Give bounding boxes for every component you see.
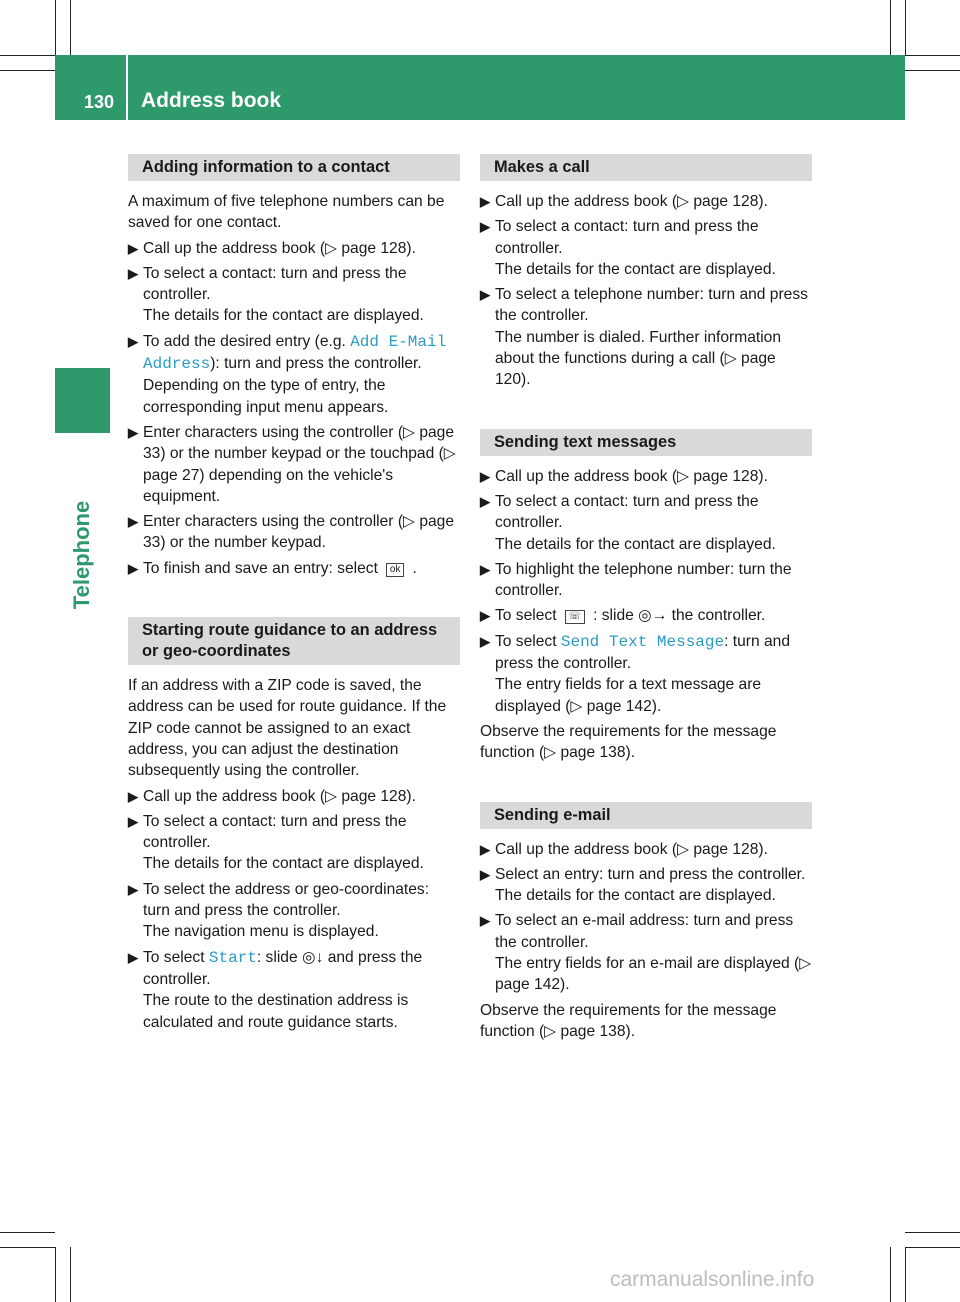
- step-text: To highlight the telephone number: turn the controller.: [495, 560, 792, 600]
- step-text: To add the desired entry (e.g.: [143, 332, 351, 350]
- section-heading: Sending text messages: [480, 429, 812, 456]
- step-result: The navigation menu is displayed.: [143, 923, 379, 941]
- paragraph: A maximum of five telephone numbers can be saved for one contact.: [128, 193, 445, 232]
- step-text: To select a contact: turn and press the controller.: [143, 264, 407, 304]
- step-result: The details for the contact are displayed.: [143, 307, 424, 325]
- section-heading: Makes a call: [480, 154, 812, 181]
- crop-mark: [55, 1247, 56, 1302]
- step-text: To select a contact: turn and press the controller.: [143, 812, 407, 852]
- list-item: [480, 605, 812, 626]
- list-item: [480, 910, 812, 995]
- step-text: ): turn and press the controller.: [210, 355, 422, 373]
- step-text: To select: [143, 948, 209, 966]
- list-item: [128, 263, 460, 327]
- step-text: Enter characters using the controller (▷ page 33) or the number keypad.: [143, 513, 455, 552]
- step-text: Call up the address book (▷ page 128).: [143, 787, 416, 805]
- list-item: [480, 864, 812, 907]
- step-text: Call up the address book (▷ page 128).: [143, 239, 416, 257]
- step-result: The details for the contact are displayed.: [143, 855, 424, 873]
- bullet-arrow-icon: ▶: [480, 866, 490, 882]
- bullet-arrow-icon: ▶: [128, 813, 138, 829]
- list-item: [128, 238, 460, 259]
- step-text: Call up the address book (▷ page 128).: [495, 840, 768, 858]
- bullet-arrow-icon: ▶: [480, 219, 490, 235]
- list-item: [480, 559, 812, 602]
- step-text: Select an entry: turn and press the controller.: [495, 865, 806, 883]
- crop-mark: [0, 1247, 55, 1248]
- list-item: [128, 331, 460, 418]
- watermark: carmanualsonline.info: [610, 1268, 815, 1291]
- bullet-arrow-icon: ▶: [128, 560, 138, 576]
- list-item: [128, 879, 460, 943]
- menu-item-code: Start: [208, 948, 257, 967]
- step-result: The details for the contact are displayed.: [495, 887, 776, 905]
- list-item: [480, 216, 812, 280]
- bullet-arrow-icon: ▶: [128, 949, 138, 965]
- list-item: [128, 422, 460, 507]
- crop-mark: [0, 1232, 55, 1233]
- step-text: : slide ◎→ the controller.: [593, 607, 766, 625]
- menu-item-code: Send Text Message: [560, 632, 725, 651]
- step-text: To finish and save an entry: select: [143, 559, 378, 577]
- paragraph: If an address with a ZIP code is saved, the address can be used for route guidance. If the ZIP code cannot be assigned to an exact address, you can adjust the destination subsequently using the controller.: [128, 677, 447, 780]
- crop-mark: [905, 70, 960, 71]
- step-text: To select: [495, 607, 557, 625]
- step-text: Call up the address book (▷ page 128).: [495, 193, 768, 210]
- paragraph: Observe the requirements for the message function (▷ page 138).: [480, 1001, 777, 1040]
- ok-icon: ok: [386, 563, 405, 577]
- list-item: [128, 811, 460, 875]
- bullet-arrow-icon: ▶: [128, 424, 138, 440]
- crop-mark: [890, 1247, 891, 1302]
- list-item: [480, 466, 812, 487]
- bullet-arrow-icon: ▶: [480, 493, 490, 509]
- crop-mark: [905, 1247, 960, 1248]
- list-item: [128, 558, 460, 579]
- bullet-arrow-icon: ▶: [480, 287, 490, 303]
- step-text: To select the address or geo-coordinates: turn and press the controller.: [143, 880, 430, 920]
- crop-mark: [70, 1247, 71, 1302]
- list-item: [480, 491, 812, 555]
- step-text: Enter characters using the controller (▷ page 33) or the number keypad or the touchpad (▷ page 27) depending on the vehicle's equipment.: [143, 423, 456, 505]
- list-item: [128, 947, 460, 1033]
- section-heading: Sending e-mail: [480, 802, 812, 829]
- step-result: The number is dialed. Further information about the functions during a call (▷ page 120).: [495, 328, 782, 389]
- step-result: The entry fields for an e-mail are displayed (▷ page 142).: [495, 955, 812, 994]
- step-result: Depending on the type of entry, the corresponding input menu appears.: [143, 377, 389, 416]
- step-result: The entry fields for a text message are displayed (▷ page 142).: [495, 676, 762, 715]
- crop-mark: [905, 1232, 960, 1233]
- chapter-label: Telephone: [69, 500, 94, 610]
- right-column: [480, 154, 812, 1046]
- step-text: To select a contact: turn and press the controller.: [495, 492, 759, 532]
- header-separator: [126, 55, 128, 120]
- step-text: : turn and press the controller.: [495, 632, 790, 673]
- step-result: The route to the destination address is calculated and route guidance starts.: [143, 992, 409, 1031]
- page-title: Address book: [141, 89, 282, 112]
- bullet-arrow-icon: ▶: [480, 913, 490, 929]
- section-heading: Adding information to a contact: [128, 154, 460, 181]
- crop-mark: [70, 0, 71, 55]
- page-number: 130: [84, 92, 115, 112]
- crop-mark: [0, 55, 55, 56]
- crop-mark: [0, 70, 55, 71]
- list-item: [480, 631, 812, 717]
- bullet-arrow-icon: ▶: [128, 333, 138, 349]
- paragraph: Observe the requirements for the message function (▷ page 138).: [480, 722, 777, 762]
- bullet-arrow-icon: ▶: [128, 265, 138, 281]
- bullet-arrow-icon: ▶: [480, 194, 490, 209]
- step-result: The details for the contact are displayed.: [495, 535, 776, 553]
- step-text: To select: [495, 632, 561, 650]
- bullet-arrow-icon: ▶: [128, 881, 138, 897]
- crop-mark: [890, 0, 891, 55]
- bullet-arrow-icon: ▶: [128, 788, 138, 804]
- list-item: [128, 511, 460, 554]
- side-tab-marker: [55, 368, 110, 433]
- crop-mark: [905, 1247, 906, 1302]
- left-column: [128, 154, 460, 1037]
- crop-mark: [55, 0, 56, 55]
- step-text: To select a contact: turn and press the controller.: [495, 218, 759, 257]
- crop-mark: [905, 55, 960, 56]
- section-heading: Starting route guidance to an address or geo-coordinates: [128, 617, 460, 665]
- list-item: [480, 839, 812, 860]
- step-text: : slide ◎↓ and press the controller.: [143, 948, 423, 988]
- list-item: [480, 284, 812, 390]
- bullet-arrow-icon: ▶: [128, 514, 138, 530]
- step-text: To select a telephone number: turn and press the controller.: [495, 286, 808, 325]
- crop-mark: [905, 0, 906, 55]
- bullet-arrow-icon: ▶: [128, 240, 138, 256]
- step-text: Call up the address book (▷ page 128).: [495, 467, 768, 485]
- bullet-arrow-icon: ▶: [480, 468, 490, 484]
- list-item: [480, 191, 812, 212]
- menu-item-code: Add E-Mail Address: [143, 332, 447, 374]
- bullet-arrow-icon: ▶: [480, 608, 490, 624]
- step-result: The details for the contact are displayed.: [495, 260, 776, 278]
- bullet-arrow-icon: ▶: [480, 841, 490, 857]
- list-item: [128, 786, 460, 807]
- bullet-arrow-icon: ▶: [480, 633, 490, 649]
- bullet-arrow-icon: ▶: [480, 561, 490, 577]
- phone-icon: ☏: [565, 610, 586, 624]
- step-text: .: [412, 559, 417, 577]
- step-text: To select an e-mail address: turn and press the controller.: [495, 912, 794, 951]
